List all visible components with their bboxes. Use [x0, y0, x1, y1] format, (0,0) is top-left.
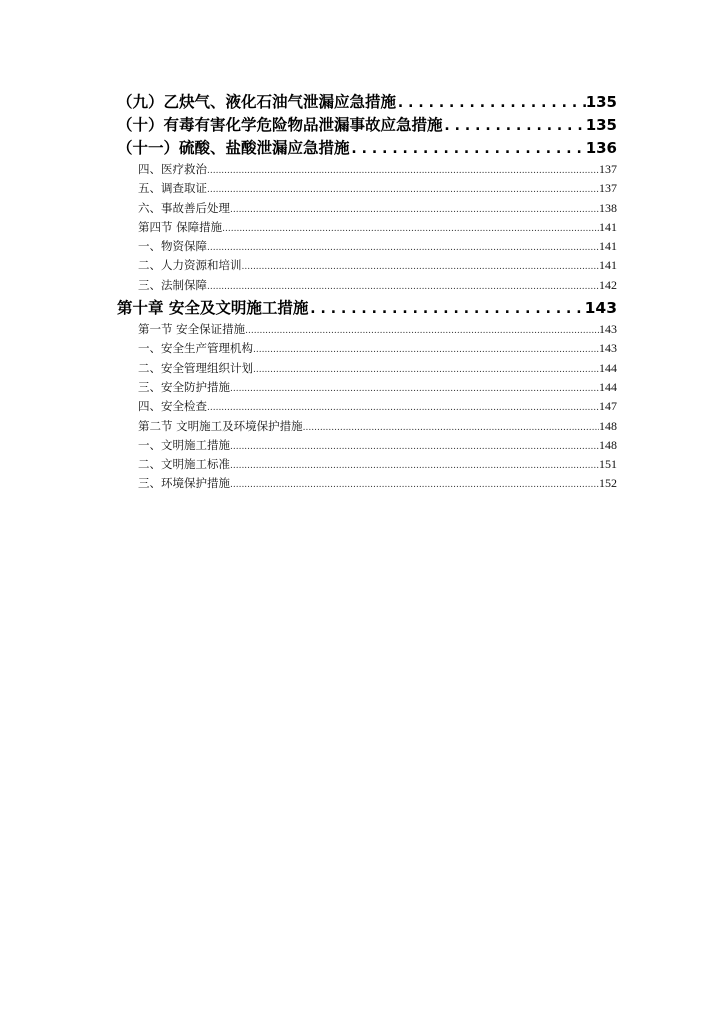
toc-entry-page: 143	[599, 341, 617, 356]
toc-entry-title: 第二节 文明施工及环境保护措施	[138, 418, 303, 433]
toc-entry-page: 152	[599, 476, 617, 491]
dot-leader	[207, 278, 599, 295]
toc-chapter-entry[interactable]	[117, 297, 617, 320]
toc-entry[interactable]	[117, 199, 617, 218]
toc-entry-title: 第十章 安全及文明施工措施	[117, 299, 309, 318]
dot-leader	[230, 201, 599, 218]
toc-entry-title: 二、文明施工标准	[138, 457, 230, 472]
toc-entry[interactable]	[117, 160, 617, 179]
dot-leader	[207, 239, 599, 256]
dot-leader	[308, 297, 584, 320]
toc-entry[interactable]	[117, 256, 617, 275]
dot-leader	[230, 438, 599, 455]
dot-leader	[222, 220, 599, 237]
toc-entry-title: 三、环境保护措施	[138, 476, 230, 491]
toc-entry-page: 147	[599, 399, 617, 414]
dot-leader	[207, 399, 599, 416]
toc-entry-title: 第一节 安全保证措施	[138, 322, 246, 337]
toc-entry-page: 148	[599, 437, 617, 452]
toc-entry-page: 135	[585, 93, 617, 111]
toc-entry-title: 一、物资保障	[138, 239, 207, 254]
dot-leader	[396, 91, 586, 114]
dot-leader	[443, 114, 586, 137]
toc-entry-title: 二、安全管理组织计划	[138, 360, 253, 375]
toc-entry-title: 三、法制保障	[138, 277, 207, 292]
toc-entry[interactable]	[117, 339, 617, 358]
toc-entry-title: 一、安全生产管理机构	[138, 341, 253, 356]
toc-entry-page: 143	[584, 299, 617, 318]
dot-leader	[253, 341, 599, 358]
toc-entry-page: 144	[599, 379, 617, 394]
dot-leader	[207, 181, 599, 198]
toc-entry-title: （十一）硫酸、盐酸泄漏应急措施	[117, 139, 350, 157]
toc-entry-title: 三、安全防护措施	[138, 379, 230, 394]
toc-entry[interactable]	[117, 378, 617, 397]
toc-entry[interactable]	[117, 474, 617, 493]
table-of-contents	[117, 91, 617, 494]
toc-entry[interactable]	[117, 436, 617, 455]
toc-entry-page: 142	[599, 277, 617, 292]
toc-entry-page: 141	[599, 239, 617, 254]
toc-entry-title: 五、调查取证	[138, 181, 207, 196]
toc-entry-page: 136	[585, 139, 617, 157]
toc-entry[interactable]	[117, 320, 617, 339]
toc-entry[interactable]	[117, 397, 617, 416]
toc-entry[interactable]	[117, 237, 617, 256]
toc-entry[interactable]	[117, 417, 617, 436]
toc-entry-title: 二、人力资源和培训	[138, 258, 242, 273]
toc-entry-page: 137	[599, 162, 617, 176]
toc-entry-page: 143	[599, 322, 617, 337]
dot-leader	[207, 162, 599, 179]
dot-leader	[242, 258, 600, 275]
toc-entry-page: 148	[599, 418, 617, 433]
toc-entry-title: 六、事故善后处理	[138, 200, 230, 215]
dot-leader	[230, 457, 599, 474]
toc-entry-page: 141	[599, 258, 617, 273]
toc-entry-page: 144	[599, 360, 617, 375]
dot-leader	[350, 137, 586, 160]
dot-leader	[230, 380, 599, 397]
toc-entry-page: 135	[585, 116, 617, 134]
toc-entry[interactable]	[117, 455, 617, 474]
dot-leader	[303, 419, 599, 436]
toc-entry[interactable]	[117, 91, 617, 114]
toc-entry-title: （九）乙炔气、液化石油气泄漏应急措施	[117, 93, 397, 111]
toc-entry-title: 第四节 保障措施	[138, 219, 223, 234]
toc-entry-title: 一、文明施工措施	[138, 437, 230, 452]
toc-entry[interactable]	[117, 137, 617, 160]
toc-entry-page: 151	[599, 457, 617, 472]
dot-leader	[253, 361, 599, 378]
toc-entry-page: 141	[599, 219, 617, 234]
toc-entry[interactable]	[117, 276, 617, 295]
toc-entry[interactable]	[117, 359, 617, 378]
toc-entry[interactable]	[117, 218, 617, 237]
toc-entry-title: 四、医疗救治	[138, 162, 207, 176]
toc-entry-page: 137	[599, 181, 617, 196]
toc-entry[interactable]	[117, 179, 617, 198]
toc-entry[interactable]	[117, 114, 617, 137]
toc-entry-title: 四、安全检查	[138, 399, 207, 414]
toc-entry-title: （十）有毒有害化学危险物品泄漏事故应急措施	[117, 116, 443, 134]
dot-leader	[245, 322, 599, 339]
toc-entry-page: 138	[599, 200, 617, 215]
dot-leader	[230, 476, 599, 493]
